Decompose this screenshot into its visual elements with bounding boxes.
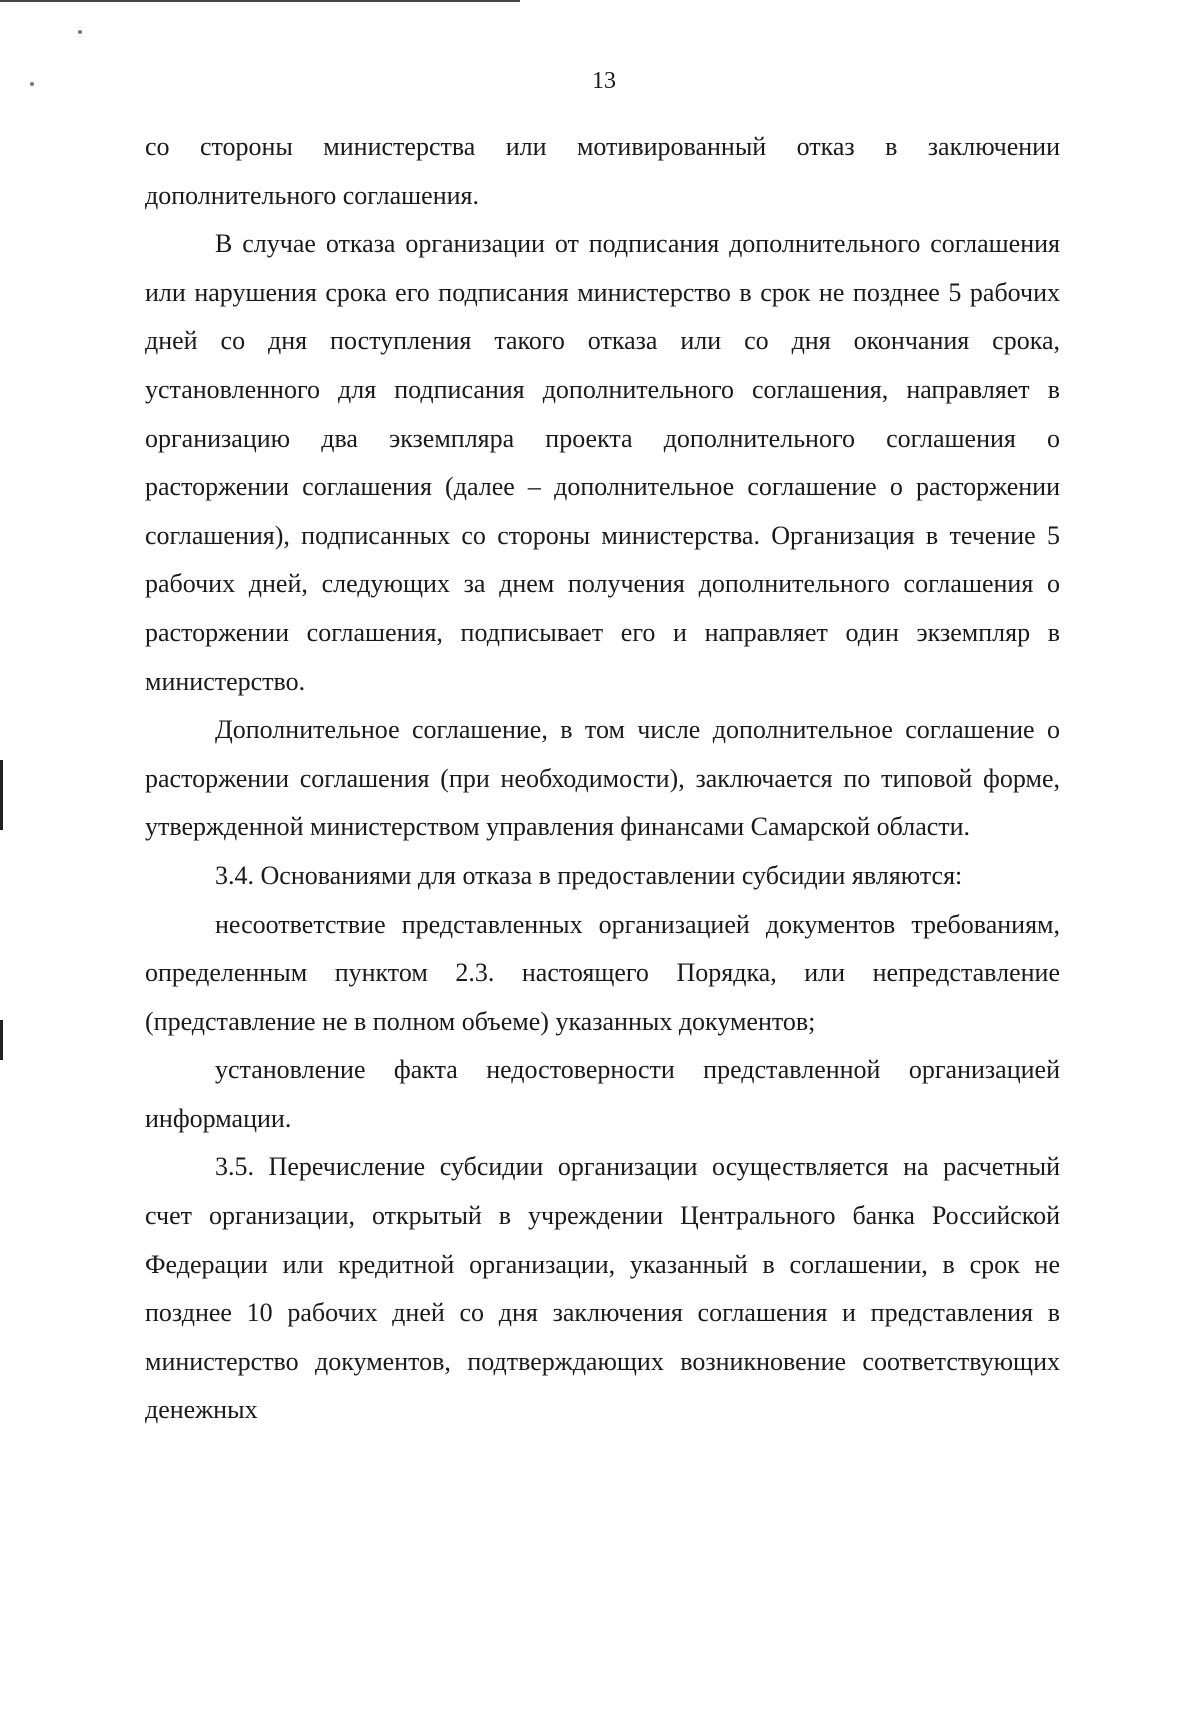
scan-left-edge xyxy=(0,760,3,830)
paragraph: со стороны министерства или мотивированный отказ в заключении дополнительного соглашения. xyxy=(145,132,1060,210)
scan-top-edge xyxy=(0,0,520,2)
scan-speck xyxy=(30,82,34,86)
paragraph: 3.5. Перечисление субсидии организации осуществляется на расчетный счет организации, открытый в учреждении Центрального банка Российской Федерации или кредитной организации, указанный в соглашении, в срок не позднее 10 рабочих дней со дня заключения соглашения и представления в министерство документов, подтверждающих возникновение соответствующих денежных xyxy=(145,1152,1060,1425)
scan-left-edge xyxy=(0,1020,3,1060)
paragraph: 3.4. Основаниями для отказа в предоставлении субсидии являются: xyxy=(215,860,963,890)
document-body xyxy=(145,123,1060,1435)
paragraph: Дополнительное соглашение, в том числе дополнительное соглашение о расторжении соглашения (при необходимости), заключается по типовой форме, утвержденной министерством управления финансами Самарской области. xyxy=(145,715,1060,842)
scan-speck xyxy=(78,30,82,34)
paragraph: установление факта недостоверности представленной организацией информации. xyxy=(145,1055,1060,1133)
paragraph: несоответствие представленных организацией документов требованиям, определенным пунктом 2.3. настоящего Порядка, или непредставление (представление не в полном объеме) указанных документов; xyxy=(145,909,1060,1036)
page-number: 13 xyxy=(592,68,616,94)
paragraph: В случае отказа организации от подписания дополнительного соглашения или нарушения срока его подписания министерство в срок не позднее 5 рабочих дней со дня поступления такого отказа или со дня окончания срока, установленного для подписания дополнительного соглашения, направляет в организацию два экземпляра проекта дополнительного соглашения о расторжении соглашения (далее – дополнительное соглашение о расторжении соглашения), подписанных со стороны министерства. Организация в течение 5 рабочих дней, следующих за днем получения дополнительного соглашения о расторжении соглашения, подписывает его и направляет один экземпляр в министерство. xyxy=(145,229,1060,696)
